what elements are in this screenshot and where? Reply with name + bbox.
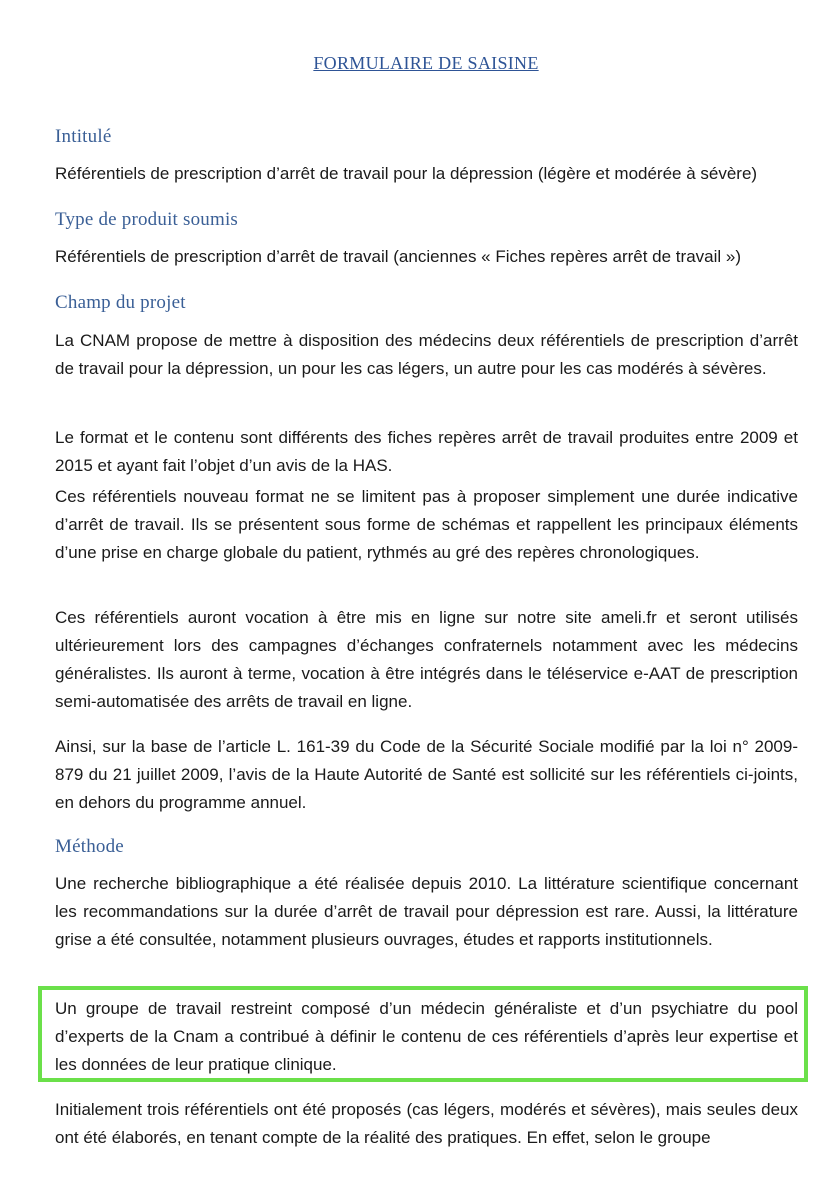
champ-paragraph-3: Ces référentiels nouveau format ne se limitent pas à proposer simplement une durée indicative d’arrêt de travail. Ils se présentent sous forme de schémas et rappellent les principaux éléments d’une prise en charge globale du patient, rythmés au gré des repères chronologiques.: [55, 487, 798, 562]
heading-type-produit: Type de produit soumis: [55, 209, 239, 230]
champ-paragraph-2: Le format et le contenu sont différents des fiches repères arrêt de travail produites entre 2009 et 2015 et ayant fait l’objet d’un avis de la HAS.: [55, 428, 798, 475]
type-produit-text: Référentiels de prescription d’arrêt de travail (anciennes « Fiches repères arrêt de travail »): [55, 247, 741, 266]
methode-paragraph-1: Une recherche bibliographique a été réalisée depuis 2010. La littérature scientifique concernant les recommandations sur la durée d’arrêt de travail pour dépression est rare. Aussi, la littérature grise a été consultée, notamment plusieurs ouvrages, études et rapports institutionnels.: [55, 874, 798, 949]
heading-champ-projet: Champ du projet: [55, 292, 186, 313]
champ-paragraph-4: Ces référentiels auront vocation à être mis en ligne sur notre site ameli.fr et seront utilisés ultérieurement lors des campagnes d’échanges confraternels notamment avec les médecins généralistes. Ils auront à terme, vocation à être intégrés dans le téléservice e-AAT de prescription semi-automatisée des arrêts de travail en ligne.: [55, 608, 798, 711]
methode-paragraph-3: Initialement trois référentiels ont été proposés (cas légers, modérés et sévères), mais seules deux ont été élaborés, en tenant compte de la réalité des pratiques. En effet, selon le groupe: [55, 1100, 798, 1147]
champ-paragraph-5: Ainsi, sur la base de l’article L. 161-39 du Code de la Sécurité Sociale modifié par la loi n° 2009-879 du 21 juillet 2009, l’avis de la Haute Autorité de Santé est sollicité sur les référentiels ci-joints, en dehors du programme annuel.: [55, 737, 798, 812]
heading-methode: Méthode: [55, 836, 124, 857]
document-title: FORMULAIRE DE SAISINE: [313, 53, 539, 73]
intitule-text: Référentiels de prescription d’arrêt de travail pour la dépression (légère et modérée à sévère): [55, 164, 758, 183]
methode-paragraph-2-highlighted: Un groupe de travail restreint composé d’un médecin généraliste et d’un psychiatre du pool d’experts de la Cnam a contribué à définir le contenu de ces référentiels d’après leur expertise et les données de leur pratique clinique.: [55, 999, 798, 1074]
champ-paragraph-1: La CNAM propose de mettre à disposition des médecins deux référentiels de prescription d’arrêt de travail pour la dépression, un pour les cas légers, un autre pour les cas modérés à sévères.: [55, 331, 798, 378]
heading-intitule: Intitulé: [55, 126, 112, 147]
